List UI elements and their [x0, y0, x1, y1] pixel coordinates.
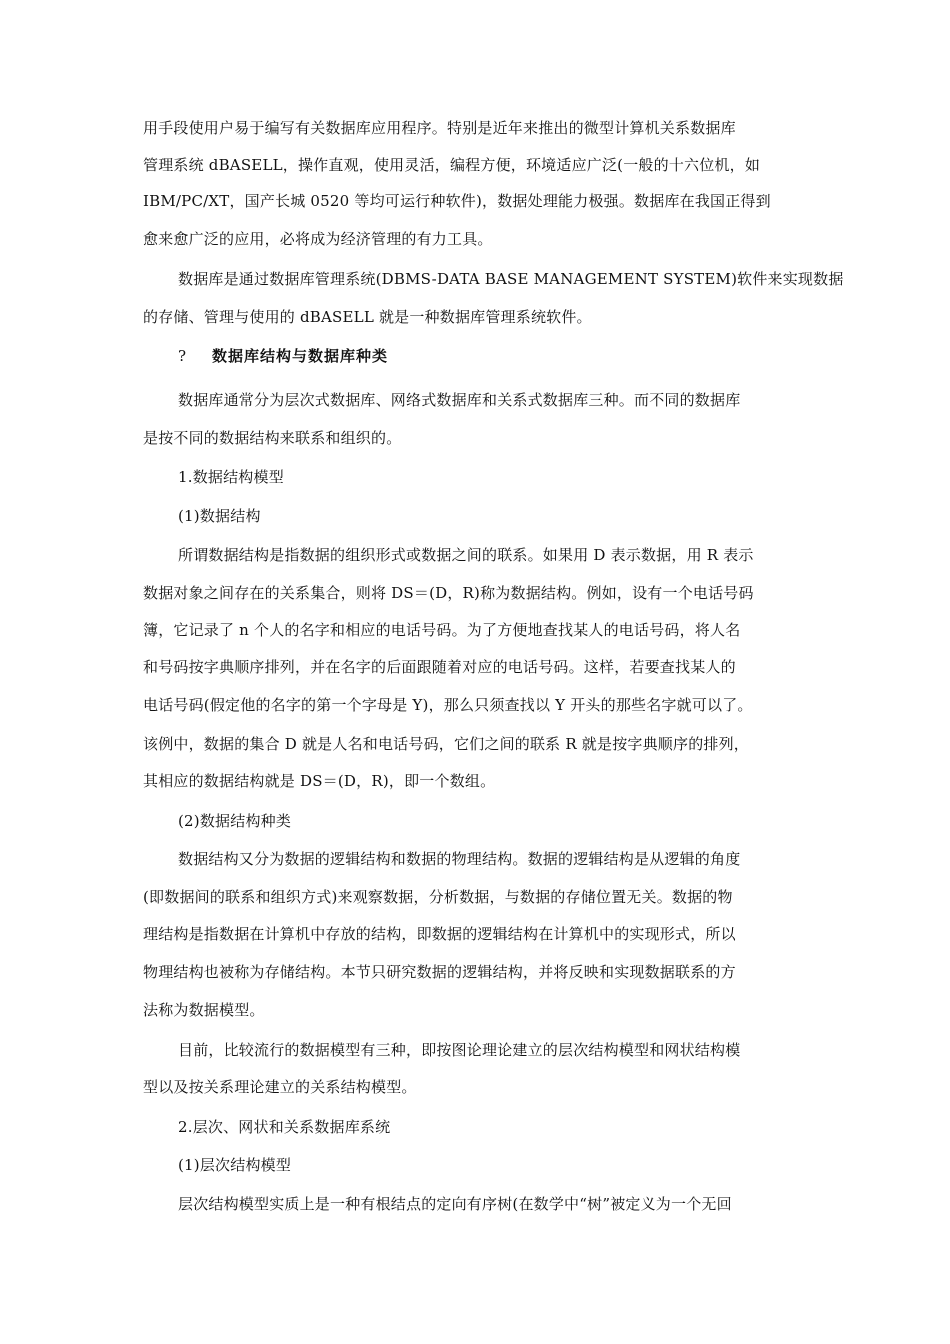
paragraph-structure-line-2: 数据对象之间存在的关系集合，则将 DS＝(D，R)称为数据结构。例如，设有一个电话号码	[143, 584, 754, 602]
heading-2-1: (1)层次结构模型	[178, 1156, 292, 1174]
paragraph-structure-line-7: 其相应的数据结构就是 DS＝(D，R)，即一个数组。	[143, 772, 496, 790]
paragraph-types-line-2: 是按不同的数据结构来联系和组织的。	[143, 429, 402, 447]
paragraph-intro-line-4: 愈来愈广泛的应用，必将成为经济管理的有力工具。	[143, 230, 493, 248]
paragraph-models-line-2: 型以及按关系理论建立的关系结构模型。	[143, 1078, 417, 1096]
paragraph-dbms-line-2: 的存储、管理与使用的 dBASELL 就是一种数据库管理系统软件。	[143, 308, 592, 326]
paragraph-kinds-line-2: (即数据间的联系和组织方式)来观察数据，分析数据，与数据的存储位置无关。数据的物	[143, 888, 733, 906]
section-heading-marker: ?	[178, 347, 188, 365]
paragraph-hierarchy-line-1: 层次结构模型实质上是一种有根结点的定向有序树(在数学中“树”被定义为一个无回	[178, 1195, 732, 1213]
paragraph-structure-line-3: 簿，它记录了 n 个人的名字和相应的电话号码。为了方便地查找某人的电话号码，将人名	[143, 621, 741, 639]
paragraph-kinds-line-5: 法称为数据模型。	[143, 1001, 265, 1019]
paragraph-dbms-line-1: 数据库是通过数据库管理系统(DBMS-DATA BASE MANAGEMENT SYSTEM)软件来实现数据	[178, 270, 844, 288]
paragraph-structure-line-1: 所谓数据结构是指数据的组织形式或数据之间的联系。如果用 D 表示数据，用 R 表示	[178, 546, 754, 564]
heading-1-2: (2)数据结构种类	[178, 812, 292, 830]
paragraph-structure-line-4: 和号码按字典顺序排列，并在名字的后面跟随着对应的电话号码。这样，若要查找某人的	[143, 658, 736, 676]
paragraph-kinds-line-1: 数据结构又分为数据的逻辑结构和数据的物理结构。数据的逻辑结构是从逻辑的角度	[178, 850, 741, 868]
paragraph-intro-line-3: IBM/PC/XT，国产长城 0520 等均可运行种软件)，数据处理能力极强。数据库在我国正得到	[143, 192, 771, 210]
paragraph-intro-line-1: 用手段使用户易于编写有关数据库应用程序。特别是近年来推出的微型计算机关系数据库	[143, 119, 736, 137]
paragraph-structure-line-5: 电话号码(假定他的名字的第一个字母是 Y)，那么只须查找以 Y 开头的那些名字就可以了。	[143, 696, 753, 714]
paragraph-intro-line-2: 管理系统 dBASELL，操作直观，使用灵活，编程方便，环境适应广泛(一般的十六位机，如	[143, 156, 761, 174]
paragraph-models-line-1: 目前，比较流行的数据模型有三种，即按图论理论建立的层次结构模型和网状结构模	[178, 1041, 741, 1059]
heading-2: 2.层次、网状和关系数据库系统	[178, 1118, 391, 1136]
paragraph-kinds-line-4: 物理结构也被称为存储结构。本节只研究数据的逻辑结构，并将反映和实现数据联系的方	[143, 963, 736, 981]
paragraph-kinds-line-3: 理结构是指数据在计算机中存放的结构，即数据的逻辑结构在计算机中的实现形式，所以	[143, 925, 736, 943]
paragraph-structure-line-6: 该例中，数据的集合 D 就是人名和电话号码，它们之间的联系 R 就是按字典顺序的排列，	[143, 735, 749, 753]
section-heading	[178, 345, 858, 367]
heading-1-1: (1)数据结构	[178, 507, 261, 525]
heading-1: 1.数据结构模型	[178, 468, 284, 486]
section-heading-title: 数据库结构与数据库种类	[212, 347, 389, 365]
paragraph-types-line-1: 数据库通常分为层次式数据库、网络式数据库和关系式数据库三种。而不同的数据库	[178, 391, 741, 409]
